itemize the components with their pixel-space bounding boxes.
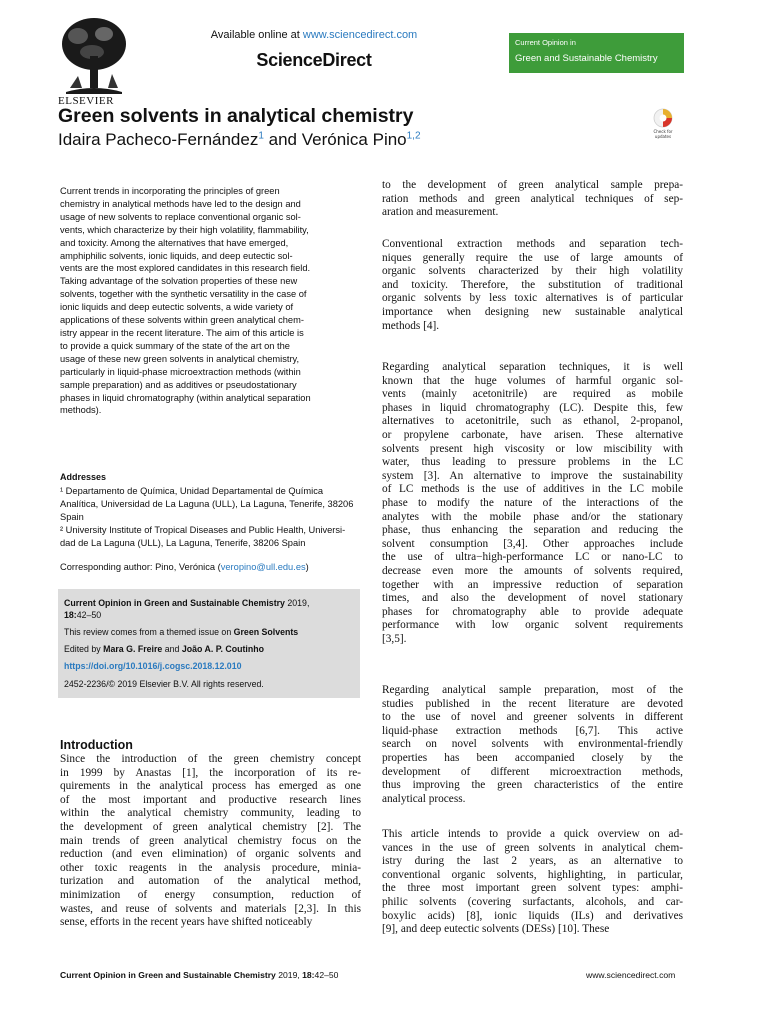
- journal-banner-line1: Current Opinion in: [515, 38, 576, 47]
- text-line: properties has been accompanied closely by the: [382, 751, 683, 764]
- author-2-affiliation[interactable]: 1,2: [406, 130, 421, 142]
- box-themed-issue: Green Solvents: [233, 627, 299, 637]
- text-line: Spain: [60, 511, 84, 522]
- text-line: ¹ Departamento de Química, Unidad Departamental de Química: [60, 486, 324, 496]
- footer-year: 2019,: [275, 970, 303, 980]
- corresponding-suffix: ): [305, 562, 309, 572]
- text-line: ionic liquids and deep eutectic solvents, a wide variety of: [60, 302, 294, 313]
- text-line: or propylene carbonate, have arisen. These alternative: [382, 428, 683, 441]
- text-line: search on novel solvents with environmental-friendly: [382, 738, 683, 751]
- text-line: together with an impressive reduction of separation: [382, 578, 683, 591]
- text-line: [9], and deep eutectic solvents (DESs) [10]. These: [382, 923, 610, 936]
- text-line: usage of these new green solvents in analytical chemistry,: [60, 353, 300, 364]
- box-volume: 18:: [64, 610, 77, 620]
- text-line: to the use of novel and greener solvents in different: [382, 711, 683, 724]
- box-editor-1: Mara G. Freire: [103, 644, 163, 654]
- footer-volume: 18:: [302, 970, 315, 980]
- box-volume-line: [64, 609, 101, 621]
- body-paragraph-4: [382, 684, 683, 806]
- text-line: known that the huge volumes of harmful organic sol-: [382, 374, 683, 387]
- addresses-heading: Addresses: [60, 472, 107, 482]
- text-line: development of different microextraction methods,: [382, 765, 683, 778]
- svg-text:Check for: Check for: [653, 129, 673, 134]
- box-themed-line: [64, 626, 298, 638]
- text-line: liquid-phase extraction methods [6,7]. This active: [382, 724, 683, 737]
- box-editors-and: and: [162, 644, 182, 654]
- box-edited-prefix: Edited by: [64, 644, 104, 654]
- text-line: turization and automation of the analytical method,: [60, 875, 361, 888]
- text-line: phase, thus enhancing the separation and reducing the: [382, 524, 683, 537]
- text-line: phases in liquid chromatography (within analytical separation: [60, 392, 311, 403]
- text-line: minimization of energy consumption, reduction of: [60, 888, 361, 901]
- text-line: istry during the last 2 years, as an alternative to: [382, 855, 683, 868]
- text-line: decrease even more the amounts of solvents required,: [382, 564, 683, 577]
- authors-and: and: [263, 130, 302, 149]
- sciencedirect-brand: ScienceDirect: [256, 50, 372, 70]
- text-line: dad de La Laguna (ULL), La Laguna, Tenerife, 38206 Spain: [60, 537, 306, 548]
- check-for-updates-icon[interactable]: [652, 108, 674, 140]
- box-year: 2019,: [284, 598, 310, 608]
- text-line: Conventional extraction methods and separation tech-: [382, 238, 683, 250]
- text-line: amphiphilic solvents, ionic liquids, and deep eutectic sol-: [60, 250, 293, 261]
- text-line: analytical process.: [382, 792, 466, 805]
- introduction-heading: Introduction: [60, 738, 133, 752]
- text-line: organic solvents characterized by their high volatility: [382, 265, 683, 278]
- footer-pages: 42–50: [314, 970, 339, 980]
- text-line: [3,5].: [382, 632, 407, 645]
- text-line: conventional organic solvents, highlighting, in particular,: [382, 868, 683, 881]
- body-paragraph-2: [382, 238, 683, 333]
- text-line: Current trends in incorporating the principles of green: [60, 186, 280, 196]
- box-doi-line: [64, 660, 241, 672]
- text-line: niques generally require the use of large amounts of: [382, 251, 683, 264]
- body-paragraph-5: [382, 828, 683, 937]
- body-paragraph-1: [382, 179, 683, 220]
- abstract: [60, 185, 360, 417]
- text-line: of LC methods is the use of additives in the LC mobile: [382, 483, 683, 496]
- text-line: applications of these solvents within green analytical chem-: [60, 315, 304, 326]
- corresponding-email-link[interactable]: veropino@ull.edu.es: [220, 562, 306, 572]
- doi-link[interactable]: https://doi.org/10.1016/j.cogsc.2018.12.010: [64, 661, 242, 671]
- text-line: boxylic acids) [8], ionic liquids (ILs) and derivatives: [382, 909, 683, 922]
- text-line: the development of green analytical chemistry [2]. The: [60, 820, 361, 833]
- box-copyright: 2452-2236/© 2019 Elsevier B.V. All rights reserved.: [64, 679, 264, 689]
- text-line: of the most important and productive research lines: [60, 793, 361, 806]
- text-line: Since the introduction of the green chemistry concept: [60, 753, 361, 765]
- journal-banner: [509, 33, 684, 73]
- available-prefix: Available online at: [210, 29, 303, 41]
- article-title: Green solvents in analytical chemistry: [58, 105, 414, 127]
- publisher-name: ELSEVIER: [58, 95, 114, 107]
- text-line: This article intends to provide a quick overview on ad-: [382, 828, 683, 840]
- text-line: phases for chromatography able to provide adequate: [382, 605, 683, 618]
- text-line: to the development of green analytical sample prepa-: [382, 179, 683, 191]
- text-line: within the analytical chemistry community, leading to: [60, 807, 361, 820]
- text-line: Regarding analytical separation techniques, it is well: [382, 361, 683, 373]
- text-line: sense, efforts in the recent years have shifted noticeably: [60, 916, 313, 929]
- text-line: particularly in liquid-phase microextraction methods (within: [60, 366, 301, 377]
- text-line: times, and also the development of novel stationary: [382, 592, 683, 605]
- text-line: aration and measurement.: [382, 206, 499, 219]
- text-line: vents, which characterize by their high volatility, flammability,: [60, 224, 309, 235]
- text-line: ration methods and green analytical techniques of sep-: [382, 192, 683, 205]
- text-line: importance when designing new sustainable analytical: [382, 305, 683, 318]
- text-line: phases in liquid chromatography (LC). Despite this, few: [382, 401, 683, 414]
- text-line: istry appear in the recent literature. The aim of this article is: [60, 327, 304, 338]
- text-line: system [3]. An alternative to improve the sustainability: [382, 469, 683, 482]
- text-line: alternatives to acetonitrile, such as ethanol, 2-propanol,: [382, 415, 683, 428]
- text-line: ² University Institute of Tropical Diseases and Public Health, Universi-: [60, 524, 346, 535]
- text-line: and toxicity. Among the alternatives that have emerged,: [60, 237, 289, 248]
- text-line: Taking advantage of the solvation properties of these new: [60, 276, 298, 287]
- box-citation-line: [64, 597, 309, 609]
- footer-journal: Current Opinion in Green and Sustainable Chemistry: [60, 970, 276, 980]
- text-line: sample preparation) and as additives or pseudostationary: [60, 379, 297, 390]
- article-info-box: [58, 589, 360, 698]
- text-line: usage of new solvents to replace conventional organic sol-: [60, 211, 301, 222]
- text-line: vances in the use of green solvents in analytical chem-: [382, 841, 683, 854]
- authors: [58, 130, 421, 150]
- text-line: phase to modify the nature of the interactions of the: [382, 496, 683, 509]
- text-line: solvent consumption [3,4]. Other approaches include: [382, 537, 683, 550]
- text-line: water, thus leading to pressure problems in the LC: [382, 456, 683, 469]
- text-line: studies published in the recent literature are devoted: [382, 697, 683, 710]
- box-editors-line: [64, 643, 264, 655]
- text-line: analytes with the mobile phase and/or the stationary: [382, 510, 683, 523]
- text-line: solvents present high viscosity or low miscibility with: [382, 442, 683, 455]
- author-1-affiliation[interactable]: 1: [258, 130, 264, 142]
- sciencedirect-link[interactable]: www.sciencedirect.com: [302, 29, 418, 41]
- text-line: philic solvents (covering surfactants, alcohols, and car-: [382, 895, 683, 908]
- text-line: quirements in the analytical process has emerged as one: [60, 780, 361, 793]
- text-line: solvents, together with the synthetic versatility in the case of: [60, 289, 307, 300]
- footer-url[interactable]: www.sciencedirect.com: [586, 970, 676, 980]
- text-line: and toxicity. Therefore, the substitution of traditional: [382, 278, 683, 291]
- journal-banner-line2: Green and Sustainable Chemistry: [515, 53, 658, 64]
- box-journal: Current Opinion in Green and Sustainable Chemistry: [64, 598, 285, 608]
- text-line: wastes, and reuse of solvents and materials [2,3]. In this: [60, 902, 361, 915]
- text-line: Regarding analytical sample preparation, most of the: [382, 684, 683, 696]
- box-themed-prefix: This review comes from a themed issue on: [64, 627, 234, 637]
- text-line: methods).: [60, 405, 102, 416]
- text-line: reduction (and even elimination) of organic solvents and: [60, 848, 361, 861]
- text-line: the three most important green solvent types: amphi-: [382, 882, 683, 895]
- text-line: main trends of green analytical chemistry focus on the: [60, 834, 361, 847]
- svg-text:updates: updates: [654, 134, 672, 139]
- footer-citation: [60, 970, 338, 980]
- addresses: [60, 485, 360, 550]
- corresponding-prefix: Corresponding author: Pino, Verónica (: [60, 562, 221, 572]
- text-line: chemistry in analytical methods have led to the design and: [60, 198, 301, 209]
- introduction-text: [60, 753, 361, 930]
- text-line: organic solvents by less toxic alternatives is of particular: [382, 292, 683, 305]
- text-line: performance with low organic solvent requirements: [382, 619, 683, 632]
- text-line: Analítica, Universidad de La Laguna (ULL), La Laguna, Tenerife, 38206: [60, 498, 354, 509]
- text-line: thus improving the green characteristics of the entire: [382, 779, 683, 792]
- text-line: vents (mainly acetonitrile) are required as mobile: [382, 388, 683, 401]
- author-1: Idaira Pacheco-Fernández: [58, 130, 259, 149]
- text-line: to provide a quick summary of the state of the art on the: [60, 340, 290, 351]
- text-line: in 1999 by Anastas [1], the incorporation of its re-: [60, 766, 361, 779]
- corresponding-author: [60, 557, 309, 575]
- text-line: methods [4].: [382, 319, 440, 332]
- box-editor-2: João A. P. Coutinho: [181, 644, 264, 654]
- body-paragraph-3: [382, 361, 683, 646]
- author-2: Verónica Pino: [301, 130, 407, 149]
- text-line: other toxic reagents in the analysis procedure, minia-: [60, 861, 361, 874]
- box-pages: 42–50: [76, 610, 102, 620]
- text-line: vents are the most explored candidates in this research field.: [60, 263, 311, 274]
- text-line: the use of ultra−high-performance LC or nano-LC to: [382, 551, 683, 564]
